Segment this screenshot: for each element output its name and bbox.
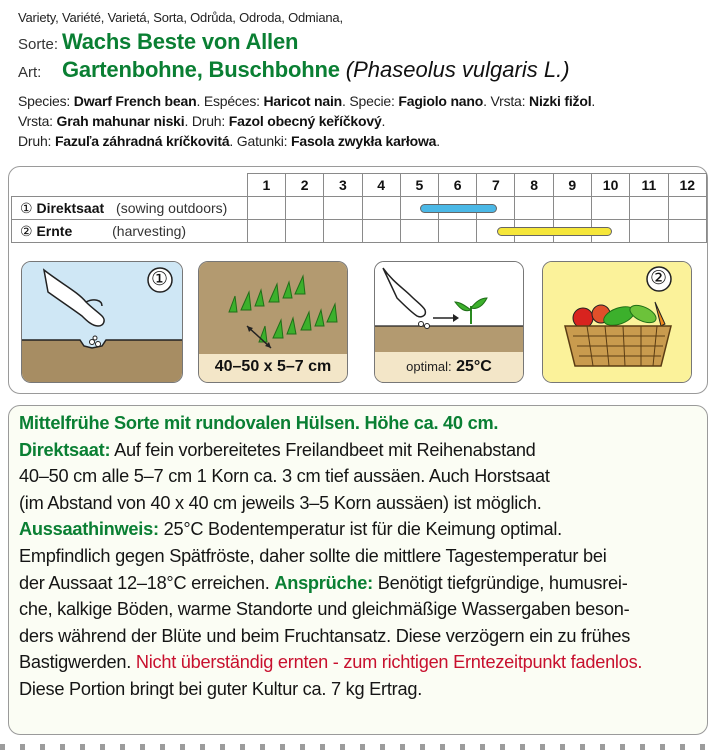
translated-name: Fazol obecný keříčkový xyxy=(228,113,382,129)
sowing-period-bar xyxy=(420,204,496,213)
spacing-label: 40–50 x 5–7 cm xyxy=(214,358,332,375)
species-row xyxy=(18,57,708,87)
optimal-label: optimal: xyxy=(406,359,452,374)
translated-name: Fasola zwykła karłowa xyxy=(291,133,437,149)
month-cell: 5 xyxy=(400,174,438,197)
harvest-basket-icon xyxy=(543,262,692,383)
language-label: . Druh: xyxy=(184,113,229,129)
language-label: Vrsta: xyxy=(18,113,57,129)
section-heading: Aussaathinweis: xyxy=(19,519,159,540)
latin-name: (Phaseolus vulgaris L.) xyxy=(345,57,570,82)
activity-subtitle: (sowing outdoors) xyxy=(116,199,228,216)
body-text: Auf fein vorbereitetes Freilandbeet mit Reihenabstand xyxy=(110,439,536,460)
activity-label xyxy=(12,220,248,243)
variety-name: Wachs Beste von Allen xyxy=(62,29,299,54)
warning-text: Nicht überständig ernten - zum richtigen Erntezeitpunkt fadenlos. xyxy=(135,652,643,673)
language-label: . xyxy=(381,113,386,129)
step-number: ① xyxy=(20,199,33,216)
language-label: Species: xyxy=(18,93,74,109)
row-spacing-illustration xyxy=(198,261,348,383)
body-text: 40–50 cm alle 5–7 cm 1 Korn ca. 3 cm tief aussäen. Auch Horstsaat xyxy=(19,466,550,487)
sowing-calendar-panel xyxy=(8,166,708,394)
body-text: che, kalkige Böden, warme Standorte und gleichmäßige Wassergaben beson- xyxy=(19,599,630,620)
instruction-line xyxy=(19,623,697,650)
variety-languages-line: Variety, Variété, Varietá, Sorta, Odrůda, Odroda, Odmiana, xyxy=(18,10,343,25)
translated-name: Haricot nain xyxy=(263,93,343,109)
activity-name: Ernte xyxy=(36,222,73,239)
body-text: (im Abstand von 40 x 40 cm jeweils 3–5 Korn aussäen) ist möglich. xyxy=(19,492,542,513)
translated-name: Grah mahunar niski xyxy=(56,113,185,129)
month-cell: 2 xyxy=(286,174,324,197)
harvest-illustration xyxy=(542,261,692,383)
body-text: ders während der Blüte und beim Fruchtansatz. Diese verzögern ein zu frühes xyxy=(19,625,631,646)
step-number: ① xyxy=(151,269,169,290)
translated-name: Dwarf French bean xyxy=(73,93,197,109)
instruction-line xyxy=(19,516,697,543)
language-label: . xyxy=(591,93,596,109)
body-text: Empfindlich gegen Spätfröste, daher sollte die mittlere Tagestemperatur bei xyxy=(19,545,607,566)
step-number: ② xyxy=(20,222,33,239)
section-heading: Ansprüche: xyxy=(274,572,373,593)
month-cell: 12 xyxy=(668,174,706,197)
translations-block xyxy=(18,91,708,151)
language-label: . Specie: xyxy=(342,93,399,109)
instruction-line xyxy=(19,596,697,623)
body-text: Diese Portion bringt bei guter Kultur ca. 7 kg Ertrag. xyxy=(19,678,423,699)
optimal-temperature xyxy=(375,358,523,376)
variety-summary: Mittelfrühe Sorte mit rundovalen Hülsen. Höhe ca. 40 cm. xyxy=(19,413,499,433)
variety-row xyxy=(18,29,708,57)
calendar-row-sowing xyxy=(12,197,707,220)
month-cell: 7 xyxy=(477,174,515,197)
cut-edge xyxy=(0,744,718,750)
instruction-line xyxy=(19,649,697,676)
art-label: Art: xyxy=(18,64,42,81)
calendar-month-row xyxy=(12,174,707,197)
language-label: . Vrsta: xyxy=(483,93,530,109)
germination-illustration xyxy=(374,261,524,383)
month-cell: 10 xyxy=(591,174,629,197)
translation-line xyxy=(18,111,708,131)
translation-line xyxy=(18,91,708,111)
step-number: ② xyxy=(650,268,668,289)
activity-label xyxy=(12,197,248,220)
growing-instructions xyxy=(8,405,708,735)
language-label: . xyxy=(436,133,440,149)
sorte-label: Sorte: xyxy=(18,36,59,53)
month-cell: 9 xyxy=(553,174,591,197)
language-label: . Gatunki: xyxy=(229,133,292,149)
month-cell: 6 xyxy=(439,174,477,197)
translation-line xyxy=(18,131,708,151)
instruction-line xyxy=(19,490,697,517)
section-heading: Direktsaat: xyxy=(19,439,111,460)
instruction-line xyxy=(19,543,697,570)
instruction-line xyxy=(19,570,697,597)
month-cell: 11 xyxy=(630,174,668,197)
month-cell: 1 xyxy=(247,174,285,197)
month-cell: 8 xyxy=(515,174,553,197)
harvest-period-bar xyxy=(497,227,612,236)
month-cell: 4 xyxy=(362,174,400,197)
body-text: Bastigwerden. xyxy=(19,652,136,673)
sowing-illustration xyxy=(21,261,183,383)
language-label: . Espéces: xyxy=(196,93,264,109)
translated-name: Fazuľa záhradná kríčkovitá xyxy=(54,133,230,149)
language-label: Druh: xyxy=(18,133,55,149)
activity-subtitle: (harvesting) xyxy=(112,222,187,239)
translated-name: Fagiolo nano xyxy=(398,93,484,109)
instruction-line xyxy=(19,463,697,490)
body-text: 25°C Bodentemperatur ist für die Keimung optimal. xyxy=(158,519,562,540)
species-name: Gartenbohne, Buschbohne xyxy=(62,57,340,82)
body-text: Benötigt tiefgründige, humusrei- xyxy=(372,572,628,593)
instruction-line xyxy=(19,437,697,464)
translated-name: Nizki fižol xyxy=(529,93,592,109)
instructions-text xyxy=(19,437,697,703)
temperature-value: 25°C xyxy=(456,358,492,375)
activity-name: Direktsaat xyxy=(36,199,105,216)
packet-header xyxy=(18,10,708,151)
instruction-line xyxy=(19,676,697,703)
month-cell: 3 xyxy=(324,174,362,197)
body-text: der Aussaat 12–18°C erreichen. xyxy=(19,572,275,593)
